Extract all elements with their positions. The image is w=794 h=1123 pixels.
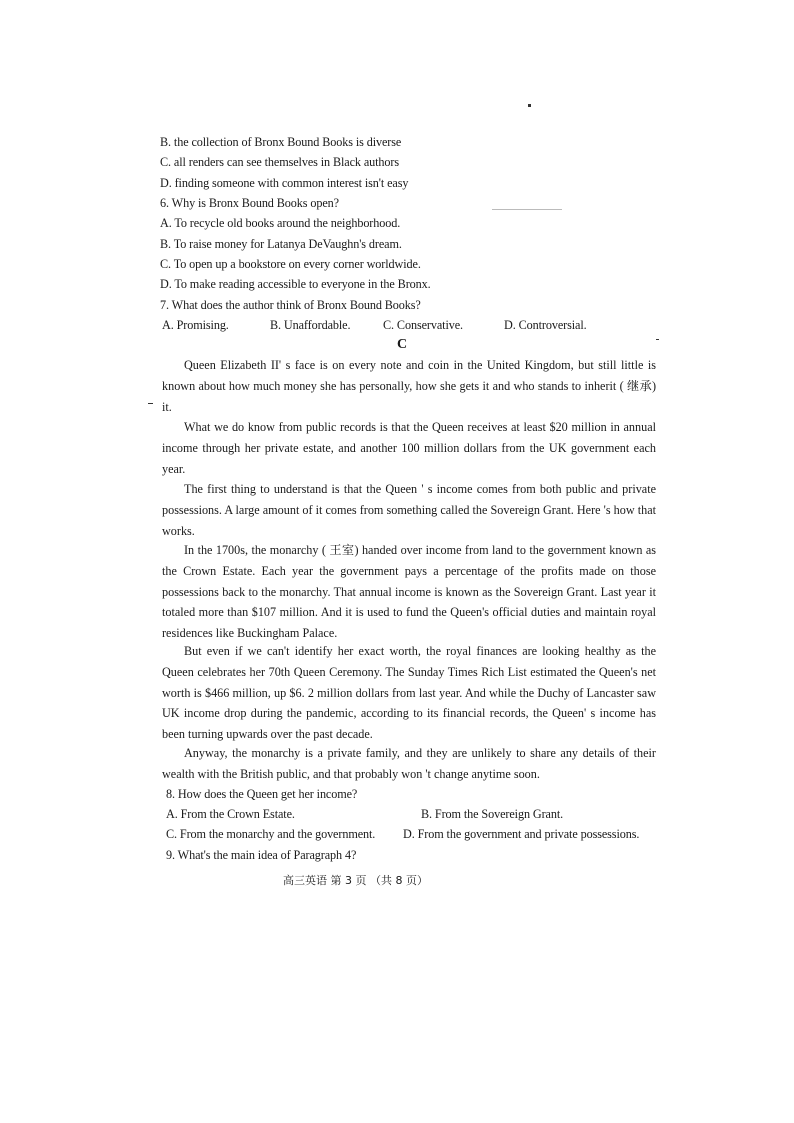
passage-paragraph-2: What we do know from public records is that the Queen receives at least $20 million in annual income through her private estate, and another 100 million dollars from the UK government each year. bbox=[162, 420, 656, 476]
q8-option-b: B. From the Sovereign Grant. bbox=[421, 807, 564, 821]
q5-option-c: C. all renders can see themselves in Black authors bbox=[160, 155, 400, 169]
passage-paragraph-6: Anyway, the monarchy is a private family, and they are unlikely to share any details of their wealth with the British public, and that probably won 't change anytime soon. bbox=[162, 746, 656, 781]
q7-option-b: B. Unaffordable. bbox=[270, 318, 351, 332]
q8-option-d: D. From the government and private possessions. bbox=[403, 827, 640, 841]
q7-option-c: C. Conservative. bbox=[383, 318, 463, 332]
scan-speck bbox=[528, 104, 531, 107]
passage-paragraph-1: Queen Elizabeth II' s face is on every note and coin in the United Kingdom, but still little is known about how much money she has personally, how she gets it and who stands to inherit ( 继承) it. bbox=[162, 358, 656, 414]
q8-question: 8. How does the Queen get her income? bbox=[166, 787, 358, 801]
q8-option-c: C. From the monarchy and the government. bbox=[166, 827, 376, 841]
q7-option-a: A. Promising. bbox=[162, 318, 229, 332]
q6-option-c: C. To open up a bookstore on every corner worldwide. bbox=[160, 257, 421, 271]
q8-options-row-2 bbox=[0, 827, 794, 843]
q7-options bbox=[0, 318, 794, 334]
q7-question: 7. What does the author think of Bronx Bound Books? bbox=[160, 298, 421, 312]
q6-question: 6. Why is Bronx Bound Books open? bbox=[160, 196, 339, 210]
q8-options-row-1 bbox=[0, 807, 794, 823]
passage-paragraph-3: The first thing to understand is that the Queen ' s income comes from both public and private possessions. A large amount of it comes from something called the Sovereign Grant. Here 's how that works. bbox=[162, 482, 656, 538]
q6-option-d: D. To make reading accessible to everyone in the Bronx. bbox=[160, 277, 431, 291]
scan-speck bbox=[656, 339, 659, 340]
q6-option-a: A. To recycle old books around the neighborhood. bbox=[160, 216, 401, 230]
q5-option-d: D. finding someone with common interest isn't easy bbox=[160, 176, 409, 190]
scan-speck bbox=[148, 403, 153, 404]
q8-option-a: A. From the Crown Estate. bbox=[166, 807, 295, 821]
passage-paragraph-4: In the 1700s, the monarchy ( 王室) handed over income from land to the government known as the Crown Estate. Each year the government pays a percentage of the profits made on those possessions back to the monarchy. That annual income is known as the Sovereign Grant. Last year it totaled more than $107 million. And it is used to fund the Queen's official duties and maintain royal residences like Buckingham Palace. bbox=[162, 543, 656, 641]
passage-paragraph-5: But even if we can't identify her exact worth, the royal finances are looking healthy as the Queen celebrates her 70th Queen Ceremony. The Sunday Times Rich List estimated the Queen's net worth is $466 million, up $6. 2 million dollars from last year. And while the Duchy of Lancaster saw UK income drop during the pandemic, according to its financial records, the Queen' s income has been turning upwards over the past decade. bbox=[162, 644, 656, 742]
q6-option-b: B. To raise money for Latanya DeVaughn's dream. bbox=[160, 237, 402, 251]
q5-option-b: B. the collection of Bronx Bound Books is diverse bbox=[160, 135, 402, 149]
section-label: C bbox=[397, 337, 408, 352]
q7-option-d: D. Controversial. bbox=[504, 318, 587, 332]
page-footer: 高三英语 第 3 页 （共 8 页） bbox=[283, 874, 428, 887]
scan-speck bbox=[492, 209, 562, 210]
q9-question: 9. What's the main idea of Paragraph 4? bbox=[166, 848, 357, 862]
